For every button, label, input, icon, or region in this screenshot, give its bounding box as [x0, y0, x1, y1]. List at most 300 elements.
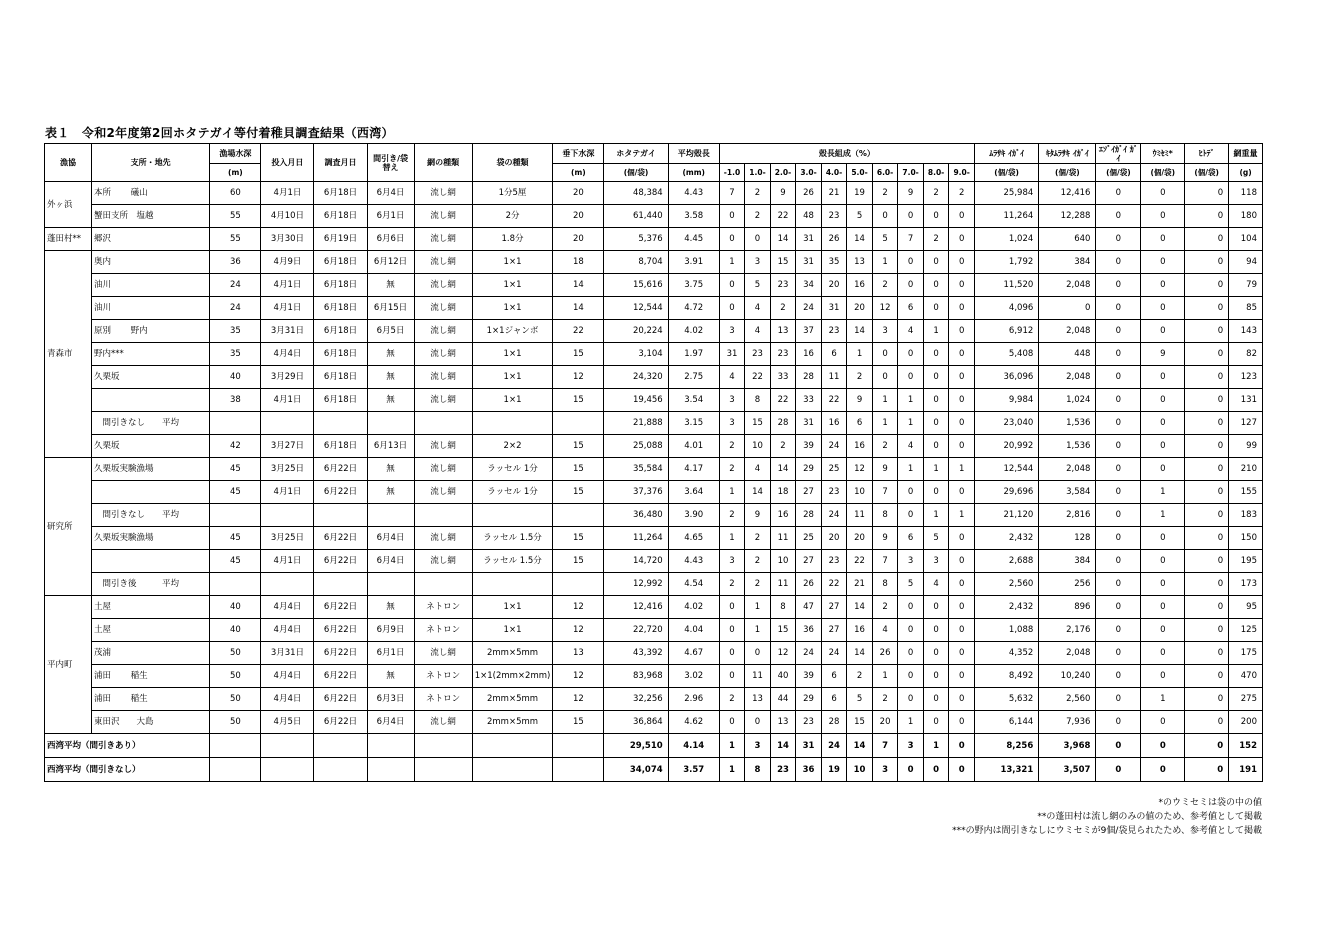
cell-depth: 40 [210, 619, 261, 642]
cell-chosa: 6月18日 [314, 435, 367, 458]
cell-depth: 45 [210, 481, 261, 504]
cell-bin: 3 [719, 412, 745, 435]
cell-kitamu: 2,048 [1039, 366, 1096, 389]
cell-fukuro: 1×1 [472, 619, 553, 642]
cell-hitode: 0 [1185, 389, 1229, 412]
cell-depth: 50 [210, 711, 261, 734]
cell-bin: 22 [770, 389, 796, 412]
table-row [45, 251, 1263, 274]
cell-mura: 25,984 [974, 182, 1038, 205]
cell-bin: 0 [949, 366, 975, 389]
cell-hotate: 5,376 [604, 228, 668, 251]
cell-umisemi: 0 [1141, 711, 1185, 734]
cell-bin: 0 [949, 205, 975, 228]
cell-location [91, 389, 209, 412]
cell-mabiki: 無 [367, 389, 414, 412]
cell-bin: 15 [770, 251, 796, 274]
cell-bin: 2 [719, 435, 745, 458]
cell-heikin: 4.43 [668, 182, 719, 205]
table-row [45, 274, 1263, 297]
cell-bin: 7 [898, 228, 924, 251]
cell-fukuro [472, 573, 553, 596]
cell-bin: 15 [745, 412, 771, 435]
cell-heikin: 4.17 [668, 458, 719, 481]
cell-bin: 8 [872, 504, 898, 527]
header-ami: 網の種類 [414, 144, 472, 182]
cell-suika [553, 504, 604, 527]
cell-amijuuryou: 118 [1229, 182, 1263, 205]
cell-mabiki: 6月9日 [367, 619, 414, 642]
cell-bin: 7 [872, 734, 898, 758]
cell-depth [210, 504, 261, 527]
cell-mura: 6,912 [974, 320, 1038, 343]
cell-bin: 6 [898, 297, 924, 320]
cell-kitamu: 2,816 [1039, 504, 1096, 527]
cell-bin: 22 [821, 573, 847, 596]
cell-ami: ネトロン [414, 688, 472, 711]
cell-bin: 14 [770, 734, 796, 758]
cell-bin: 3 [719, 320, 745, 343]
empty-cell [472, 734, 553, 758]
cell-depth: 50 [210, 688, 261, 711]
cell-chosa: 6月22日 [314, 458, 367, 481]
cell-kitamu: 2,176 [1039, 619, 1096, 642]
cell-bin: 1 [719, 251, 745, 274]
header-hitode-unit: (個/袋) [1185, 164, 1229, 182]
cell-bin: 37 [796, 320, 822, 343]
cell-bin: 26 [796, 573, 822, 596]
cell-bin: 1 [745, 596, 771, 619]
header-bin: 4.0- [821, 164, 847, 182]
cell-chosa: 6月22日 [314, 596, 367, 619]
cell-bin: 0 [923, 596, 949, 619]
cell-bin: 0 [923, 343, 949, 366]
cell-umisemi: 0 [1141, 435, 1185, 458]
header-fukuro: 袋の種類 [472, 144, 553, 182]
cell-bin: 0 [949, 665, 975, 688]
cell-ezo: 0 [1096, 550, 1141, 573]
cell-chosa: 6月22日 [314, 619, 367, 642]
cell-bin: 1 [745, 619, 771, 642]
cell-amijuuryou: 152 [1229, 734, 1263, 758]
cell-bin: 0 [719, 596, 745, 619]
header-bin: 7.0- [898, 164, 924, 182]
header-suika: 垂下水深 [553, 144, 604, 164]
cell-heikin: 3.64 [668, 481, 719, 504]
cell-ami [414, 573, 472, 596]
table-row [45, 435, 1263, 458]
cell-bin: 0 [745, 642, 771, 665]
cell-umisemi: 9 [1141, 343, 1185, 366]
cell-bin: 1 [872, 389, 898, 412]
cell-umisemi: 0 [1141, 642, 1185, 665]
cell-bin: 28 [821, 711, 847, 734]
cell-ami: ネトロン [414, 665, 472, 688]
cell-bin: 20 [821, 274, 847, 297]
group-cell: 研究所 [45, 458, 92, 596]
cell-heikin: 4.65 [668, 527, 719, 550]
cell-mura: 1,024 [974, 228, 1038, 251]
cell-bin: 36 [796, 758, 822, 782]
cell-mura: 29,696 [974, 481, 1038, 504]
cell-bin: 1 [923, 458, 949, 481]
cell-hitode: 0 [1185, 550, 1229, 573]
header-depth-unit: (m) [210, 164, 261, 182]
cell-suika: 14 [553, 297, 604, 320]
cell-depth: 35 [210, 343, 261, 366]
cell-heikin: 4.72 [668, 297, 719, 320]
header-ezo: ｴｿﾞｲｶﾞｲ ｶﾞｲ [1096, 144, 1141, 164]
cell-bin: 23 [770, 343, 796, 366]
cell-depth: 42 [210, 435, 261, 458]
cell-depth: 40 [210, 596, 261, 619]
cell-heikin: 4.04 [668, 619, 719, 642]
cell-bin: 10 [847, 481, 873, 504]
cell-hotate: 29,510 [604, 734, 668, 758]
cell-bin: 11 [770, 527, 796, 550]
cell-bin: 7 [872, 550, 898, 573]
cell-location: 油川 [91, 274, 209, 297]
cell-hitode: 0 [1185, 527, 1229, 550]
cell-kitamu: 0 [1039, 297, 1096, 320]
cell-amijuuryou: 99 [1229, 435, 1263, 458]
cell-bin: 48 [796, 205, 822, 228]
cell-bin: 4 [745, 320, 771, 343]
cell-bin: 1 [719, 734, 745, 758]
cell-toukan: 4月1日 [261, 182, 314, 205]
cell-bin: 47 [796, 596, 822, 619]
cell-hotate: 15,616 [604, 274, 668, 297]
cell-toukan [261, 573, 314, 596]
cell-fukuro: 2mm×5mm [472, 642, 553, 665]
cell-suika: 20 [553, 182, 604, 205]
cell-bin: 25 [821, 458, 847, 481]
empty-cell [314, 734, 367, 758]
cell-umisemi: 0 [1141, 205, 1185, 228]
table-row [45, 550, 1263, 573]
cell-umisemi: 0 [1141, 596, 1185, 619]
cell-amijuuryou: 95 [1229, 596, 1263, 619]
cell-chosa: 6月18日 [314, 389, 367, 412]
cell-ezo: 0 [1096, 435, 1141, 458]
cell-bin: 11 [847, 504, 873, 527]
cell-bin: 8 [770, 596, 796, 619]
cell-bin: 0 [923, 642, 949, 665]
cell-mabiki: 6月3日 [367, 688, 414, 711]
cell-bin: 0 [719, 228, 745, 251]
cell-chosa: 6月18日 [314, 205, 367, 228]
empty-cell [261, 734, 314, 758]
cell-hotate: 21,888 [604, 412, 668, 435]
cell-bin: 9 [847, 389, 873, 412]
cell-depth: 45 [210, 458, 261, 481]
cell-mabiki: 6月4日 [367, 182, 414, 205]
cell-bin: 24 [821, 734, 847, 758]
cell-hotate: 37,376 [604, 481, 668, 504]
cell-bin: 27 [796, 550, 822, 573]
cell-location: 浦田 稲生 [91, 688, 209, 711]
cell-mabiki: 6月1日 [367, 642, 414, 665]
cell-suika [553, 573, 604, 596]
cell-bin: 19 [821, 758, 847, 782]
cell-ami: 流し網 [414, 642, 472, 665]
survey-table [44, 143, 1263, 782]
cell-heikin: 3.91 [668, 251, 719, 274]
cell-heikin: 3.58 [668, 205, 719, 228]
cell-bin: 5 [847, 205, 873, 228]
cell-bin: 0 [719, 297, 745, 320]
cell-location: 原別 野内 [91, 320, 209, 343]
cell-suika: 15 [553, 481, 604, 504]
group-cell: 外ヶ浜 [45, 182, 92, 228]
table-row [45, 527, 1263, 550]
cell-bin: 28 [796, 366, 822, 389]
cell-mura: 11,264 [974, 205, 1038, 228]
cell-heikin: 4.14 [668, 734, 719, 758]
cell-hitode: 0 [1185, 412, 1229, 435]
cell-suika: 20 [553, 228, 604, 251]
cell-depth: 24 [210, 297, 261, 320]
cell-depth: 35 [210, 320, 261, 343]
cell-fukuro: 1×1 [472, 274, 553, 297]
cell-hotate: 14,720 [604, 550, 668, 573]
cell-suika: 15 [553, 435, 604, 458]
cell-heikin: 4.45 [668, 228, 719, 251]
cell-bin: 27 [821, 596, 847, 619]
empty-cell [414, 734, 472, 758]
cell-kitamu: 3,507 [1039, 758, 1096, 782]
cell-ezo: 0 [1096, 596, 1141, 619]
header-hotate-unit: (個/袋) [604, 164, 668, 182]
cell-umisemi: 0 [1141, 665, 1185, 688]
cell-hotate: 19,456 [604, 389, 668, 412]
cell-heikin: 4.67 [668, 642, 719, 665]
table-row [45, 504, 1263, 527]
cell-ezo: 0 [1096, 711, 1141, 734]
cell-mabiki [367, 573, 414, 596]
cell-hitode: 0 [1185, 642, 1229, 665]
header-umisemi-unit: (個/袋) [1141, 164, 1185, 182]
cell-suika: 20 [553, 205, 604, 228]
cell-bin: 24 [821, 504, 847, 527]
cell-bin: 0 [949, 343, 975, 366]
cell-bin: 0 [949, 550, 975, 573]
cell-bin: 2 [872, 688, 898, 711]
cell-heikin: 2.75 [668, 366, 719, 389]
cell-ami: ネトロン [414, 619, 472, 642]
cell-fukuro: 1×1(2mm×2mm) [472, 665, 553, 688]
cell-toukan: 4月9日 [261, 251, 314, 274]
cell-bin: 0 [872, 205, 898, 228]
cell-kitamu: 12,288 [1039, 205, 1096, 228]
cell-bin: 33 [770, 366, 796, 389]
table-row [45, 619, 1263, 642]
cell-bin: 11 [745, 665, 771, 688]
cell-ezo: 0 [1096, 504, 1141, 527]
cell-bin: 3 [872, 320, 898, 343]
cell-chosa: 6月18日 [314, 343, 367, 366]
cell-toukan: 4月1日 [261, 274, 314, 297]
cell-heikin: 3.54 [668, 389, 719, 412]
cell-hitode: 0 [1185, 228, 1229, 251]
header-bin: 2.0- [770, 164, 796, 182]
cell-chosa: 6月18日 [314, 366, 367, 389]
average-row [45, 758, 1263, 782]
cell-location: 蟹田支所 塩越 [91, 205, 209, 228]
cell-fukuro: 2×2 [472, 435, 553, 458]
cell-depth: 38 [210, 389, 261, 412]
cell-umisemi: 1 [1141, 504, 1185, 527]
cell-hitode: 0 [1185, 734, 1229, 758]
cell-bin: 0 [898, 343, 924, 366]
cell-heikin: 3.02 [668, 665, 719, 688]
cell-kitamu: 640 [1039, 228, 1096, 251]
cell-ezo: 0 [1096, 182, 1141, 205]
group-cell: 平内町 [45, 596, 92, 734]
cell-ezo: 0 [1096, 734, 1141, 758]
cell-amijuuryou: 127 [1229, 412, 1263, 435]
group-cell: 蓬田村** [45, 228, 92, 251]
cell-location: 野内*** [91, 343, 209, 366]
cell-bin: 0 [949, 573, 975, 596]
cell-bin: 14 [847, 642, 873, 665]
cell-bin: 29 [796, 688, 822, 711]
cell-fukuro: 1×1 [472, 343, 553, 366]
cell-suika [553, 412, 604, 435]
cell-bin: 1 [923, 320, 949, 343]
cell-heikin: 4.01 [668, 435, 719, 458]
cell-ezo: 0 [1096, 527, 1141, 550]
cell-bin: 7 [719, 182, 745, 205]
cell-amijuuryou: 195 [1229, 550, 1263, 573]
cell-ami: 流し網 [414, 435, 472, 458]
header-row-1 [45, 144, 1263, 164]
cell-bin: 0 [949, 251, 975, 274]
cell-suika: 15 [553, 343, 604, 366]
cell-toukan: 4月5日 [261, 711, 314, 734]
empty-cell [367, 758, 414, 782]
group-cell: 青森市 [45, 251, 92, 458]
footnote: ***の野内は間引きなしにウミセミが9個/袋見られたため、参考値として掲載 [952, 826, 1262, 836]
cell-bin: 0 [898, 366, 924, 389]
cell-kitamu: 384 [1039, 251, 1096, 274]
cell-hotate: 24,320 [604, 366, 668, 389]
cell-bin: 9 [872, 527, 898, 550]
cell-fukuro [472, 504, 553, 527]
cell-bin: 9 [898, 182, 924, 205]
cell-heikin: 3.57 [668, 758, 719, 782]
cell-location: 浦田 稲生 [91, 665, 209, 688]
cell-bin: 31 [796, 251, 822, 274]
cell-bin: 10 [847, 758, 873, 782]
cell-location: 久栗坂実験漁場 [91, 527, 209, 550]
cell-mabiki: 6月4日 [367, 711, 414, 734]
cell-bin: 13 [770, 320, 796, 343]
cell-mura: 2,560 [974, 573, 1038, 596]
cell-bin: 16 [847, 274, 873, 297]
cell-toukan [261, 412, 314, 435]
cell-heikin: 3.15 [668, 412, 719, 435]
cell-location: 茂浦 [91, 642, 209, 665]
cell-bin: 27 [821, 619, 847, 642]
cell-bin: 0 [898, 481, 924, 504]
cell-amijuuryou: 210 [1229, 458, 1263, 481]
cell-mura: 5,408 [974, 343, 1038, 366]
cell-bin: 2 [770, 435, 796, 458]
cell-bin: 0 [719, 205, 745, 228]
cell-mura: 21,120 [974, 504, 1038, 527]
cell-bin: 0 [898, 642, 924, 665]
cell-amijuuryou: 85 [1229, 297, 1263, 320]
cell-mura: 4,352 [974, 642, 1038, 665]
cell-bin: 14 [770, 228, 796, 251]
cell-bin: 26 [796, 182, 822, 205]
cell-suika: 15 [553, 550, 604, 573]
cell-bin: 14 [847, 320, 873, 343]
cell-suika: 15 [553, 458, 604, 481]
cell-ezo: 0 [1096, 688, 1141, 711]
cell-ezo: 0 [1096, 228, 1141, 251]
cell-toukan: 3月31日 [261, 320, 314, 343]
cell-depth: 55 [210, 228, 261, 251]
cell-ami: 流し網 [414, 343, 472, 366]
cell-bin: 21 [847, 573, 873, 596]
cell-bin: 12 [872, 297, 898, 320]
cell-kitamu: 2,048 [1039, 274, 1096, 297]
cell-location: 久栗坂 [91, 366, 209, 389]
cell-bin: 10 [770, 550, 796, 573]
cell-bin: 0 [719, 711, 745, 734]
cell-depth: 50 [210, 665, 261, 688]
cell-chosa: 6月22日 [314, 527, 367, 550]
cell-depth: 40 [210, 366, 261, 389]
cell-hotate: 12,416 [604, 596, 668, 619]
cell-heikin: 3.90 [668, 504, 719, 527]
cell-chosa: 6月22日 [314, 642, 367, 665]
empty-cell [414, 758, 472, 782]
cell-ami: 流し網 [414, 274, 472, 297]
cell-bin: 1 [719, 481, 745, 504]
cell-bin: 2 [923, 228, 949, 251]
header-chosa: 調査月日 [314, 144, 367, 182]
cell-bin: 1 [949, 504, 975, 527]
header-heikin-unit: (mm) [668, 164, 719, 182]
cell-amijuuryou: 82 [1229, 343, 1263, 366]
cell-bin: 2 [872, 274, 898, 297]
cell-bin: 0 [949, 320, 975, 343]
cell-bin: 20 [847, 527, 873, 550]
empty-cell [553, 758, 604, 782]
cell-bin: 31 [796, 734, 822, 758]
cell-toukan: 4月10日 [261, 205, 314, 228]
header-mura-unit: (個/袋) [974, 164, 1038, 182]
header-kosei: 殻長組成（%） [719, 144, 974, 164]
cell-bin: 2 [745, 527, 771, 550]
cell-bin: 2 [745, 205, 771, 228]
header-depth: 漁場水深 [210, 144, 261, 164]
cell-mabiki: 無 [367, 343, 414, 366]
cell-bin: 24 [821, 435, 847, 458]
cell-heikin: 4.02 [668, 320, 719, 343]
cell-mura: 2,432 [974, 596, 1038, 619]
cell-bin: 34 [796, 274, 822, 297]
cell-location: 土屋 [91, 596, 209, 619]
cell-suika: 13 [553, 642, 604, 665]
cell-chosa: 6月22日 [314, 550, 367, 573]
cell-bin: 35 [821, 251, 847, 274]
cell-bin: 1 [872, 665, 898, 688]
cell-bin: 4 [872, 619, 898, 642]
